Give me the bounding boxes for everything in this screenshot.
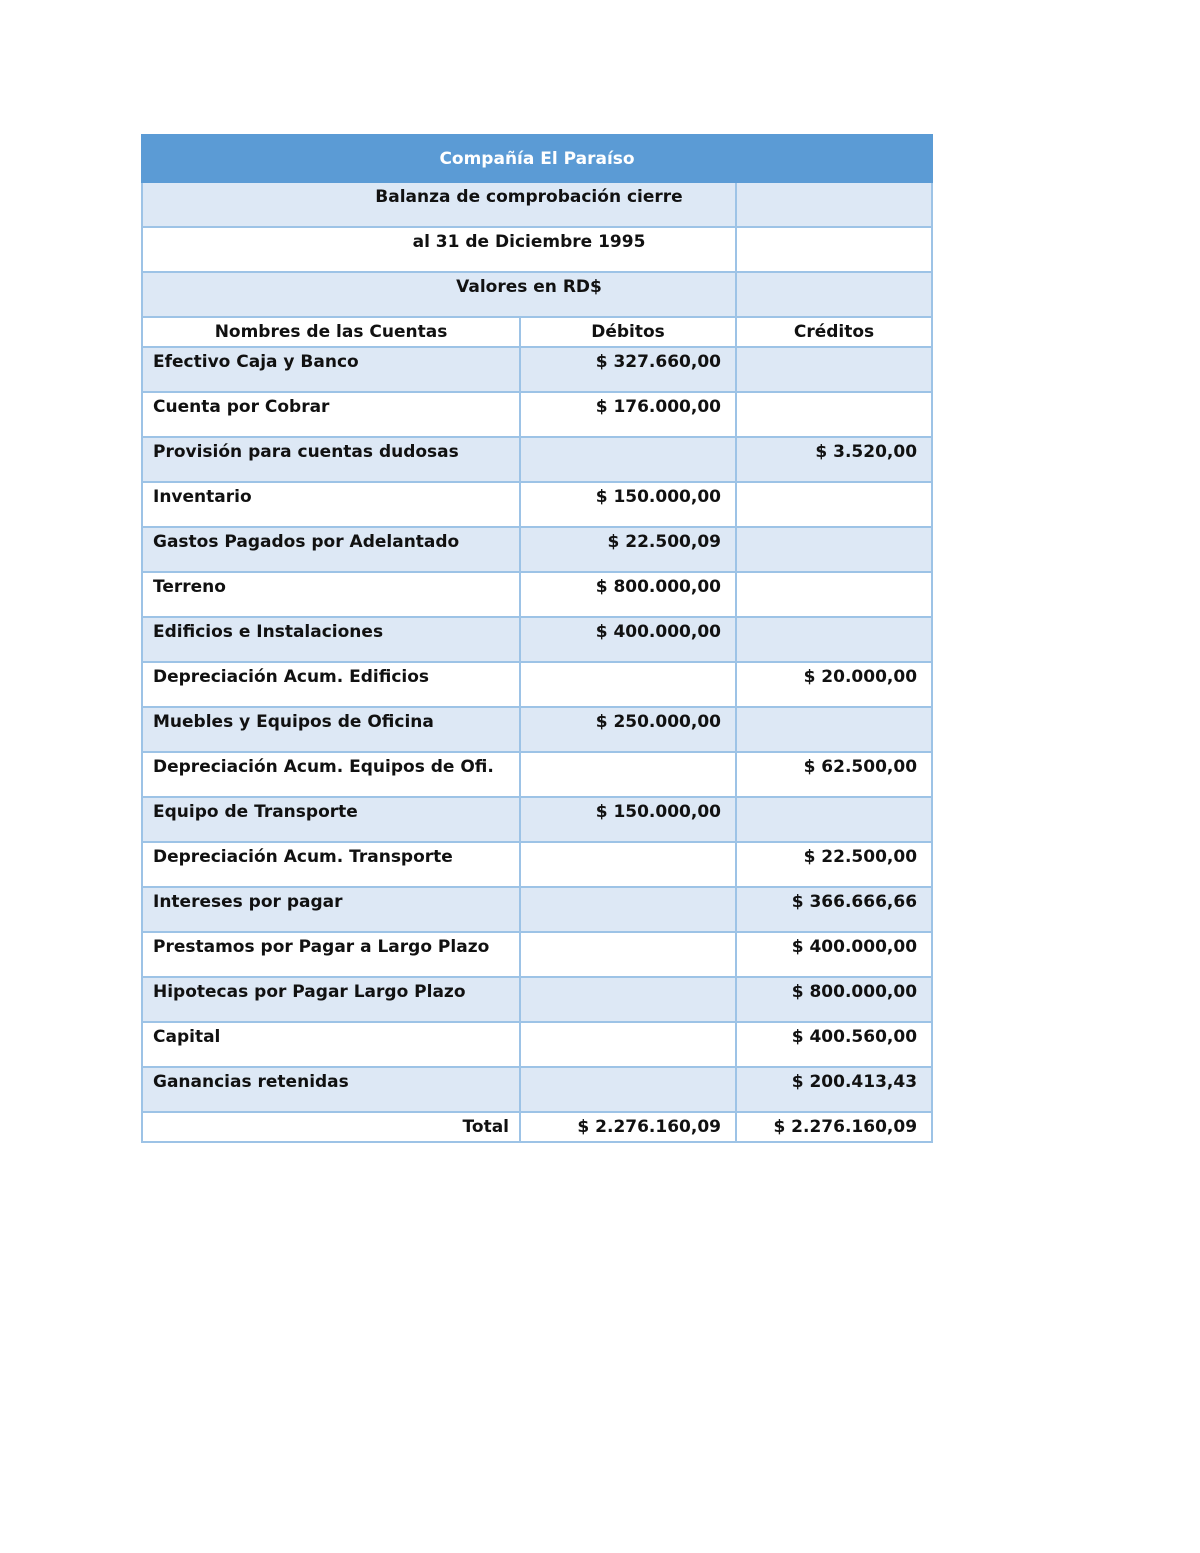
credit-value: $ 400.000,00	[736, 932, 932, 977]
table-row	[142, 932, 932, 977]
table-row	[142, 752, 932, 797]
table-row	[142, 572, 932, 617]
column-header-row	[142, 317, 932, 347]
table-row	[142, 842, 932, 887]
empty-cell	[736, 272, 932, 317]
total-row	[142, 1112, 932, 1142]
empty-cell	[736, 227, 932, 272]
credit-value	[736, 527, 932, 572]
account-name: Terreno	[142, 572, 520, 617]
credit-value: $ 366.666,66	[736, 887, 932, 932]
credit-value: $ 200.413,43	[736, 1067, 932, 1112]
trial-balance-table	[141, 134, 933, 1143]
currency-row	[142, 272, 932, 317]
credit-value	[736, 347, 932, 392]
credit-value	[736, 482, 932, 527]
debit-value: $ 400.000,00	[520, 617, 736, 662]
credit-value: $ 800.000,00	[736, 977, 932, 1022]
subtitle: Balanza de comprobación cierre	[142, 182, 736, 227]
table-row	[142, 887, 932, 932]
total-credit: $ 2.276.160,09	[736, 1112, 932, 1142]
debit-value	[520, 842, 736, 887]
column-header-name: Nombres de las Cuentas	[142, 317, 520, 347]
account-name: Depreciación Acum. Edificios	[142, 662, 520, 707]
currency-note: Valores en RD$	[142, 272, 736, 317]
account-name: Cuenta por Cobrar	[142, 392, 520, 437]
account-name: Ganancias retenidas	[142, 1067, 520, 1112]
table-row	[142, 1022, 932, 1067]
account-name: Capital	[142, 1022, 520, 1067]
account-name: Depreciación Acum. Transporte	[142, 842, 520, 887]
debit-value	[520, 932, 736, 977]
credit-value	[736, 707, 932, 752]
trial-balance-sheet	[141, 134, 931, 1143]
subtitle-row	[142, 182, 932, 227]
table-row	[142, 527, 932, 572]
account-name: Gastos Pagados por Adelantado	[142, 527, 520, 572]
debit-value: $ 250.000,00	[520, 707, 736, 752]
debit-value	[520, 1022, 736, 1067]
debit-value: $ 150.000,00	[520, 482, 736, 527]
credit-value: $ 3.520,00	[736, 437, 932, 482]
table-row	[142, 437, 932, 482]
account-name: Prestamos por Pagar a Largo Plazo	[142, 932, 520, 977]
account-name: Provisión para cuentas dudosas	[142, 437, 520, 482]
account-name: Equipo de Transporte	[142, 797, 520, 842]
debit-value	[520, 1067, 736, 1112]
debit-value	[520, 752, 736, 797]
account-name: Edificios e Instalaciones	[142, 617, 520, 662]
company-title: Compañía El Paraíso	[142, 135, 932, 182]
credit-value: $ 22.500,00	[736, 842, 932, 887]
total-label: Total	[142, 1112, 520, 1142]
debit-value	[520, 662, 736, 707]
debit-value: $ 800.000,00	[520, 572, 736, 617]
empty-cell	[736, 182, 932, 227]
column-header-debit: Débitos	[520, 317, 736, 347]
account-name: Inventario	[142, 482, 520, 527]
table-row	[142, 977, 932, 1022]
table-row	[142, 797, 932, 842]
credit-value	[736, 392, 932, 437]
credit-value: $ 400.560,00	[736, 1022, 932, 1067]
credit-value	[736, 572, 932, 617]
table-row	[142, 662, 932, 707]
credit-value	[736, 617, 932, 662]
debit-value	[520, 977, 736, 1022]
table-row	[142, 347, 932, 392]
account-name: Efectivo Caja y Banco	[142, 347, 520, 392]
account-name: Muebles y Equipos de Oficina	[142, 707, 520, 752]
table-row	[142, 617, 932, 662]
debit-value: $ 176.000,00	[520, 392, 736, 437]
debit-value	[520, 887, 736, 932]
table-row	[142, 482, 932, 527]
debit-value	[520, 437, 736, 482]
table-row	[142, 707, 932, 752]
title-row	[142, 135, 932, 182]
account-name: Depreciación Acum. Equipos de Ofi.	[142, 752, 520, 797]
debit-value: $ 150.000,00	[520, 797, 736, 842]
credit-value: $ 62.500,00	[736, 752, 932, 797]
date-line: al 31 de Diciembre 1995	[142, 227, 736, 272]
debit-value: $ 22.500,09	[520, 527, 736, 572]
table-row	[142, 1067, 932, 1112]
credit-value: $ 20.000,00	[736, 662, 932, 707]
credit-value	[736, 797, 932, 842]
account-name: Hipotecas por Pagar Largo Plazo	[142, 977, 520, 1022]
debit-value: $ 327.660,00	[520, 347, 736, 392]
column-header-credit: Créditos	[736, 317, 932, 347]
account-name: Intereses por pagar	[142, 887, 520, 932]
table-row	[142, 392, 932, 437]
date-row	[142, 227, 932, 272]
total-debit: $ 2.276.160,09	[520, 1112, 736, 1142]
